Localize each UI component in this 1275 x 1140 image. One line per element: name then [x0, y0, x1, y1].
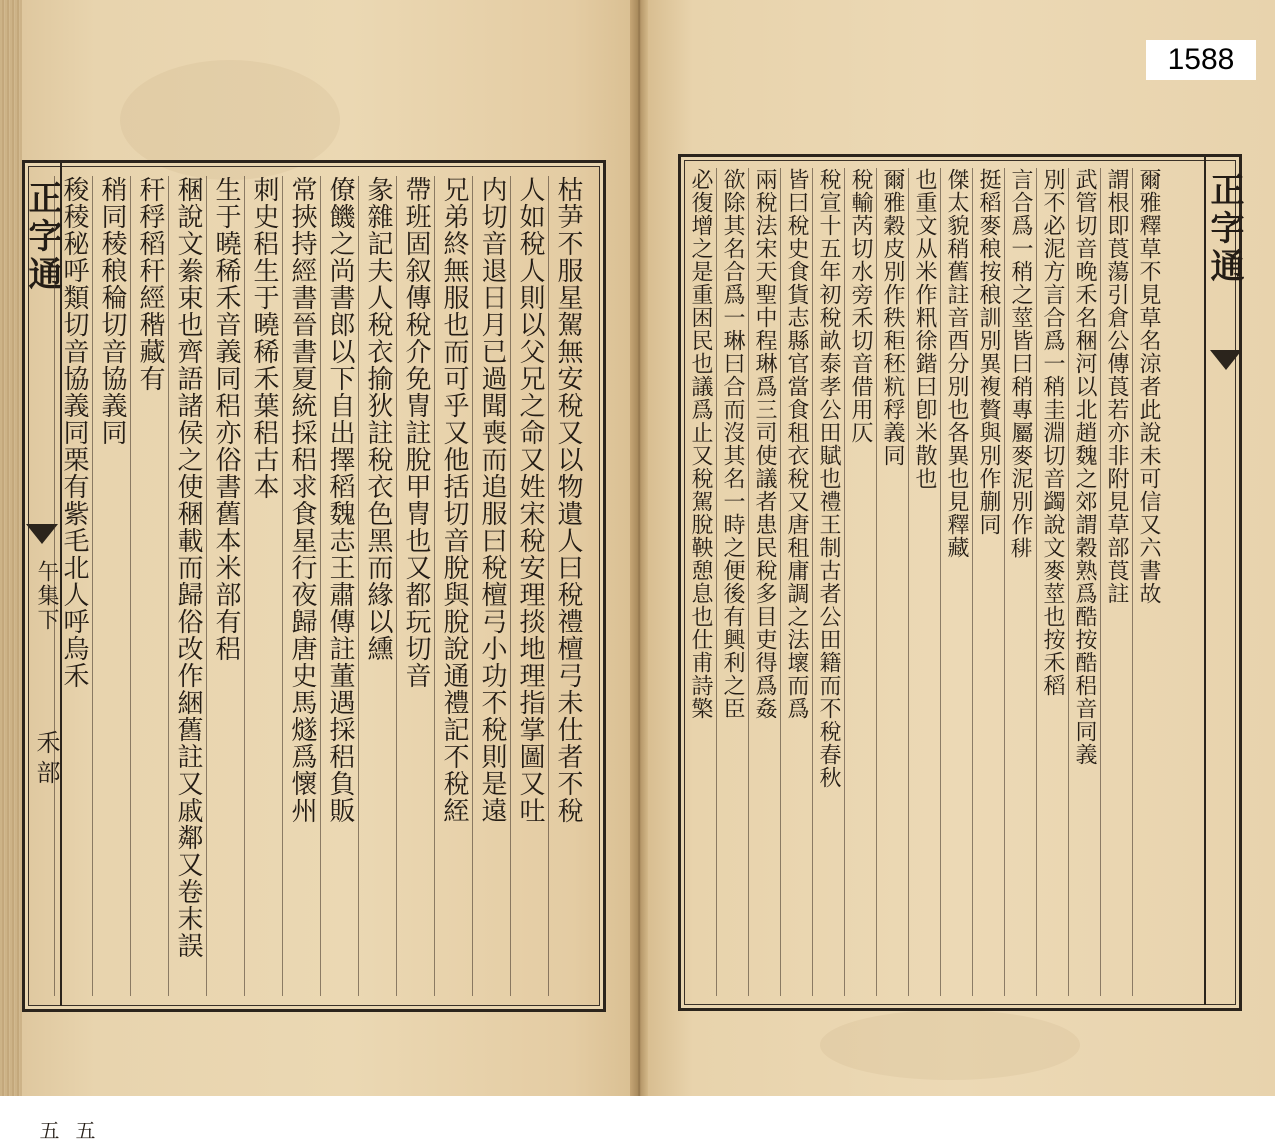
text-column: 皆曰稅史食貨志縣官當食租衣稅又唐租庸調之法壞而爲	[780, 168, 812, 996]
margin-book-title: 正字通	[1204, 172, 1244, 286]
text-column: 稍同稜稂稐切音協義同	[92, 176, 130, 996]
text-column: 彖雜記夫人稅衣揄狄註稅衣色黑而緣以纁	[358, 176, 396, 996]
text-column: 生于曉稀禾音義同稆亦俗書舊本米部有稆	[206, 176, 244, 996]
text-column: 稛說文絭束也齊語諸侯之使稛載而歸俗改作綑舊註又戚鄰又卷末誤	[168, 176, 206, 996]
text-column: 兄弟終無服也而可乎又他括切音脫與脫說通禮記不稅絰	[434, 176, 472, 996]
text-column: 傑太貌稍舊註音酉分別也各異也見釋藏	[940, 168, 972, 996]
text-column: 刺史稆生于曉稀禾葉稆古本	[244, 176, 282, 996]
text-column: 内切音退日月已過聞喪而追服曰稅檀弓小功不稅則是遠	[472, 176, 510, 996]
text-column: 稅宣十五年初稅畝泰孝公田賦也禮王制古者公田籍而不稅春秋	[812, 168, 844, 996]
text-column: 人如稅人則以父兄之命又姓宋稅安理掞地理指掌圖又吐	[510, 176, 548, 996]
text-column: 稅輸芮切水旁禾切音借用仄	[844, 168, 876, 996]
book-spine	[630, 0, 648, 1096]
text-column: 也重文从米作籸徐鍇曰卽米散也	[908, 168, 940, 996]
page-edges	[0, 0, 22, 1096]
text-column: 欲除其名合爲一琳曰合而沒其名一時之便後有興利之臣	[716, 168, 748, 996]
fish-tail-mark-icon	[1210, 350, 1242, 370]
text-column: 稄稜秘呼類切音協義同栗有紫毛北人呼烏禾	[54, 176, 92, 996]
text-column: 兩稅法宋天聖中程琳爲三司使議者患民稅多目吏得爲姦	[748, 168, 780, 996]
text-column: 別不必泥方言合爲一稍圭淵切音蠲說文麥莖也按禾稻	[1036, 168, 1068, 996]
text-column: 必復增之是重困民也議爲止又稅駕脫鞅憩息也仕甫詩檠	[684, 168, 716, 996]
left-page-text-columns	[60, 176, 586, 996]
text-column: 帶班固叙傳稅介免冑註脫甲冑也又都玩切音	[396, 176, 434, 996]
text-column: 枯芛不服星駕無安稅又以物遺人曰稅禮檀弓未仕者不稅	[548, 176, 586, 996]
right-page-text-columns	[688, 168, 1164, 996]
text-column: 僚饑之尚書郎以下自出擇稻魏志王肅傳註董遇採稆負販	[320, 176, 358, 996]
text-column: 秆稃稻秆經稭藏有	[130, 176, 168, 996]
text-column: 武管切音晚禾名稇河以北趙魏之郊謂穀熟爲酷按酷稆音同義	[1068, 168, 1100, 996]
right-page-margin-strip	[1204, 154, 1246, 1005]
margin-folio-number: 五五	[36, 1120, 96, 1140]
text-column: 挺稻麥稂按稂訓別異複贅與別作蒯同	[972, 168, 1004, 996]
page-number-label: 1588	[1146, 40, 1256, 80]
text-column: 爾雅釋草不見草名涼者此說未可信又六書故	[1132, 168, 1164, 996]
text-column: 謂根即莨蕩引倉公傳莨若亦非附見草部莨註	[1100, 168, 1132, 996]
text-column: 言合爲一稍之莖皆曰稍專屬麥泥別作𥟍	[1004, 168, 1036, 996]
text-column: 常挾持經書晉書夏統採稆求食星行夜歸唐史馬燧爲懷州	[282, 176, 320, 996]
margin-radical: 禾部	[32, 730, 60, 790]
margin-volume: 午集下	[34, 560, 59, 632]
margin-book-title: 正字通	[22, 180, 62, 294]
text-column: 爾雅穀皮別作秩秬秠粇稃義同	[876, 168, 908, 996]
